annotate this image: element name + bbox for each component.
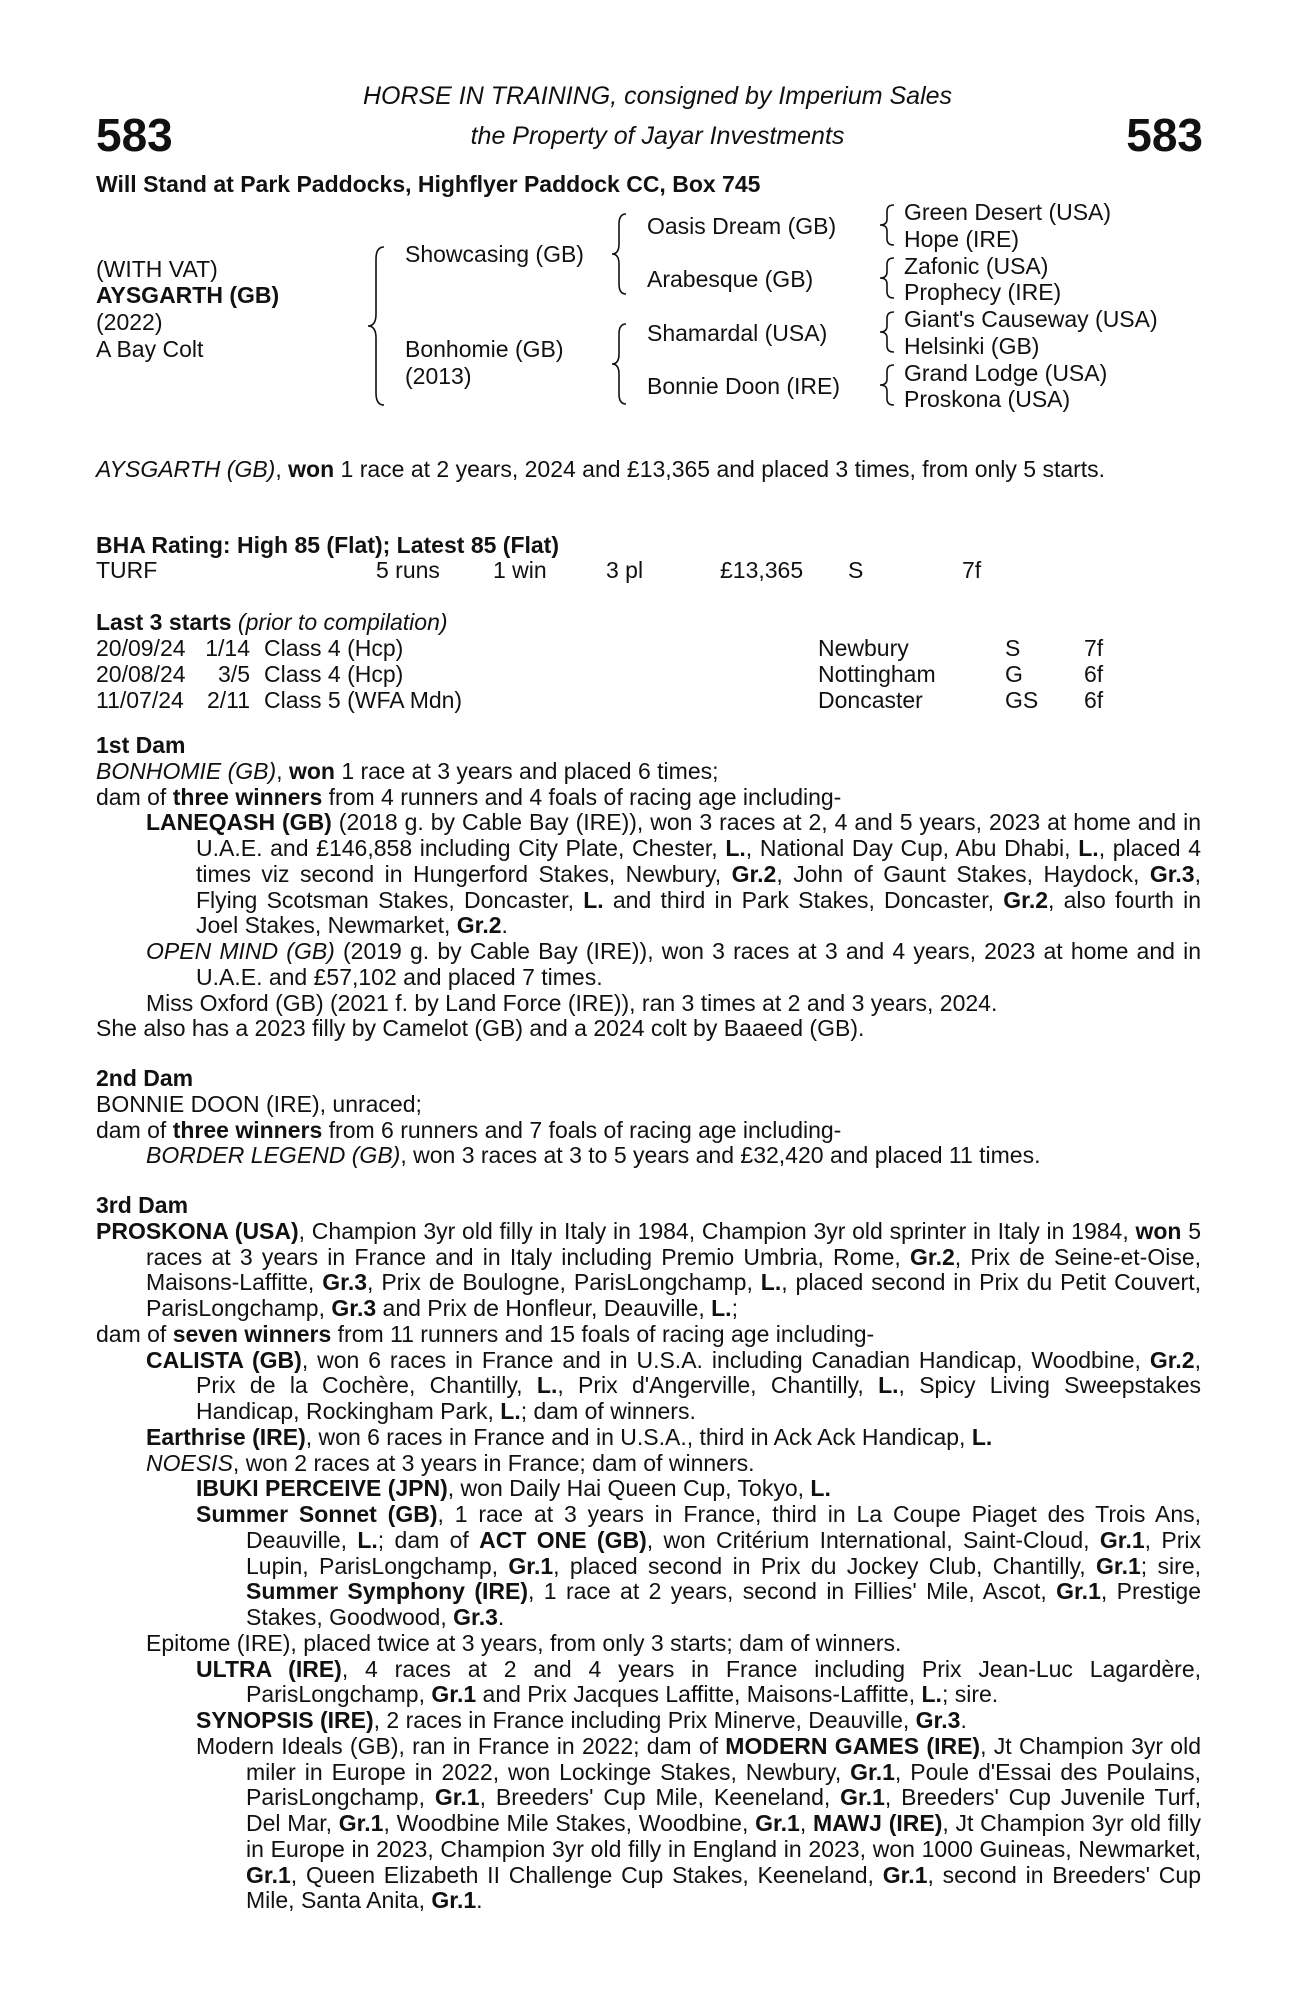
- text-segment: Gr.3: [331, 1295, 377, 1321]
- text-segment: three winners: [172, 1116, 323, 1143]
- pedigree-gen3-7: Grand Lodge (USA): [904, 360, 1108, 386]
- text-segment: Summer Sonnet (GB): [196, 1501, 438, 1527]
- progeny-synopsis: [96, 1708, 1201, 1734]
- first-dam-line2: [96, 785, 1201, 811]
- summary-text: 1 race at 2 years, 2024 and £13,365 and placed 3 times, from only 5 starts.: [334, 456, 1106, 482]
- text-segment: Gr.1: [755, 1810, 800, 1836]
- text-segment: Gr.2: [910, 1243, 955, 1270]
- text-segment: dam of: [96, 1116, 173, 1143]
- text-segment: LANEQASH (GB): [146, 809, 332, 836]
- text-segment: ,: [799, 1810, 813, 1836]
- text-segment: , won Critérium International, Saint-Cloud,: [646, 1526, 1100, 1553]
- rating-runs: 5 runs: [376, 557, 440, 583]
- summary: AYSGARTH (GB), won 1 race at 2 years, 2024 and £13,365 and placed 3 times, from only 5 starts.: [96, 456, 1106, 482]
- text-segment: , placed 4 times viz second in Hungerford Stakes, Newbury,: [196, 835, 1201, 887]
- text-segment: (2019 g. by Cable Bay (IRE)), won 3 races at 3 and 4 years, 2023 at home and in U.A.E. and £57,102 and placed 7 times.: [196, 938, 1201, 990]
- text-segment: , won Daily Hai Queen Cup, Tokyo,: [447, 1475, 811, 1502]
- text-segment: dam of: [96, 1320, 173, 1347]
- pedigree-brace-main: [366, 245, 388, 407]
- pedigree-gen3-8: Proskona (USA): [904, 386, 1071, 412]
- text-segment: Gr.1: [882, 1861, 928, 1888]
- text-segment: , Breeders' Cup Mile, Keeneland,: [479, 1784, 841, 1811]
- rating-wins: 1 win: [493, 557, 547, 583]
- text-segment: , Jt Champion 3yr old filly in Europe in 2023, Champion 3yr old filly in England in 2023, won 1000 Guineas, Newmarket,: [246, 1810, 1201, 1862]
- text-segment: , placed second in Prix du Jockey Club, Chantilly,: [553, 1552, 1097, 1579]
- text-segment: Gr.2: [731, 860, 777, 887]
- start-race: Class 5 (WFA Mdn): [264, 687, 463, 713]
- progeny-epitome: Epitome (IRE), placed twice at 3 years, from only 3 starts; dam of winners.: [146, 1629, 902, 1656]
- progeny-summer-sonnet: [96, 1502, 1201, 1631]
- last-starts-table: [96, 636, 1146, 716]
- text-segment: Gr.1: [1099, 1526, 1145, 1553]
- text-segment: , National Day Cup, Abu Dhabi,: [745, 835, 1079, 861]
- progeny-open-mind: [96, 939, 1201, 991]
- text-segment: three winners: [172, 783, 323, 810]
- text-segment: , Prix de la Cochère, Chantilly,: [196, 1346, 1201, 1399]
- progeny-laneqash: [96, 810, 1201, 939]
- text-segment: ;: [731, 1295, 738, 1321]
- pedigree-gen3-5: Giant's Causeway (USA): [904, 306, 1158, 332]
- text-segment: from 11 runners and 15 foals of racing age including-: [331, 1320, 875, 1347]
- text-segment: 5 races at 3 years in France and in Italy including Premio Umbria, Rome,: [146, 1217, 1201, 1270]
- text-segment: Gr.1: [431, 1681, 477, 1708]
- progeny-modern-ideals: [96, 1734, 1201, 1914]
- second-dam-line2: [96, 1118, 1201, 1144]
- last-starts-title: Last 3 starts: [96, 609, 232, 635]
- text-segment: Gr.2: [1149, 1346, 1195, 1373]
- progeny-ibuki-perceive: [96, 1476, 1201, 1502]
- start-date: 20/08/24: [96, 661, 186, 687]
- text-segment: and third in Park Stakes, Doncaster,: [603, 886, 1004, 913]
- text-segment: BORDER LEGEND (GB): [146, 1142, 401, 1169]
- text-segment: 1 race at 3 years and placed 6 times;: [334, 757, 719, 784]
- first-dam-heading: 1st Dam: [96, 732, 186, 758]
- text-segment: , also fourth in Joel Stakes, Newmarket,: [196, 886, 1202, 939]
- second-dam-heading: 2nd Dam: [96, 1065, 194, 1091]
- third-dam-proskona: [96, 1219, 1201, 1322]
- progeny-border-legend: [96, 1143, 1201, 1169]
- pedigree-brace-dam: [610, 322, 630, 406]
- rating-going: S: [848, 557, 864, 583]
- text-segment: .: [476, 1887, 483, 1914]
- text-segment: ULTRA (IRE): [196, 1655, 342, 1682]
- text-segment: SYNOPSIS (IRE): [196, 1707, 374, 1733]
- text-segment: , Prix de Seine-et-Oise, Maisons-Laffitte,: [146, 1243, 1201, 1296]
- pedigree-sire-dam: Arabesque (GB): [647, 266, 814, 292]
- horse-description: A Bay Colt: [96, 336, 204, 362]
- start-course: Doncaster: [818, 687, 923, 713]
- pedigree-dam-dam: Bonnie Doon (IRE): [647, 373, 841, 399]
- start-pos: 2/11: [206, 687, 250, 713]
- text-segment: Gr.2: [456, 912, 502, 939]
- text-segment: Gr.1: [1096, 1552, 1141, 1579]
- text-segment: , Jt Champion 3yr old miler in Europe in 2022, won Lockinge Stakes, Newbury,: [246, 1732, 1202, 1785]
- summary-won: won: [288, 456, 335, 482]
- pedigree-brace-sire: [610, 212, 630, 296]
- pedigree-dam-year: (2013): [405, 363, 472, 389]
- start-dist: 6f: [1084, 661, 1104, 687]
- text-segment: NOESIS: [146, 1449, 233, 1476]
- text-segment: , 2 races in France including Prix Minerve, Deauville,: [373, 1707, 916, 1733]
- text-segment: L.: [760, 1269, 782, 1296]
- text-segment: CALISTA (GB): [146, 1346, 302, 1373]
- text-segment: ACT ONE (GB): [479, 1526, 647, 1553]
- text-segment: L.: [725, 835, 746, 861]
- text-segment: Gr.1: [246, 1861, 291, 1888]
- text-segment: ; sire,: [1140, 1552, 1202, 1579]
- progeny-miss-oxford: Miss Oxford (GB) (2021 f. by Land Force (IRE)), ran 3 times at 2 and 3 years, 2024.: [146, 989, 998, 1016]
- text-segment: Gr.1: [434, 1784, 480, 1811]
- dam-sections: [96, 733, 1201, 1914]
- text-segment: Gr.2: [1003, 886, 1049, 913]
- rating-earnings: £13,365: [720, 557, 804, 583]
- start-race: Class 4 (Hcp): [264, 635, 404, 661]
- text-segment: MAWJ (IRE): [812, 1810, 943, 1836]
- pedigree-gen3-1: Green Desert (USA): [904, 199, 1112, 225]
- text-segment: , 1 race at 2 years, second in Fillies' Mile, Ascot,: [528, 1578, 1057, 1605]
- vat-note: (WITH VAT): [96, 256, 218, 282]
- text-segment: Summer Symphony (IRE): [246, 1578, 529, 1605]
- text-segment: Gr.3: [322, 1269, 368, 1296]
- lot-number-right: 583: [1126, 109, 1203, 161]
- text-segment: Gr.1: [508, 1552, 554, 1579]
- text-segment: L.: [357, 1526, 378, 1553]
- text-segment: , John of Gaunt Stakes, Haydock,: [776, 860, 1150, 887]
- text-segment: BONHOMIE (GB): [96, 757, 277, 784]
- start-dist: 7f: [1084, 635, 1104, 661]
- start-date: 11/07/24: [96, 687, 184, 713]
- text-segment: , Queen Elizabeth II Challenge Cup Stakes, Keeneland,: [290, 1861, 883, 1888]
- text-segment: , Champion 3yr old filly in Italy in 1984, Champion 3yr old sprinter in Italy in 1984,: [298, 1217, 1136, 1244]
- text-segment: L.: [810, 1475, 831, 1502]
- text-segment: IBUKI PERCEIVE (JPN): [196, 1475, 448, 1502]
- second-dam-line1: BONNIE DOON (IRE), unraced;: [96, 1090, 422, 1117]
- text-segment: ; dam of winners.: [520, 1398, 696, 1424]
- text-segment: from 4 runners and 4 foals of racing age including-: [322, 783, 842, 810]
- text-segment: , Woodbine Mile Stakes, Woodbine,: [383, 1810, 756, 1836]
- text-segment: Gr.3: [453, 1604, 498, 1630]
- text-segment: .: [501, 912, 508, 939]
- text-segment: from 6 runners and 7 foals of racing age including-: [322, 1116, 842, 1143]
- start-pos: 3/5: [218, 661, 250, 687]
- pedigree-dam: Bonhomie (GB): [405, 336, 564, 362]
- text-segment: OPEN MIND (GB): [146, 938, 335, 964]
- text-segment: Gr.1: [431, 1887, 477, 1914]
- rating-placed: 3 pl: [606, 557, 644, 583]
- pedigree-gen3-2: Hope (IRE): [904, 226, 1020, 252]
- pedigree-gen3-4: Prophecy (IRE): [904, 279, 1062, 305]
- text-segment: L.: [1078, 835, 1099, 861]
- text-segment: , Prix Lupin, ParisLongchamp,: [246, 1526, 1201, 1579]
- text-segment: Gr.1: [850, 1758, 895, 1785]
- text-segment: won: [1135, 1217, 1182, 1244]
- start-course: Newbury: [818, 635, 909, 661]
- horse-year: (2022): [96, 309, 163, 335]
- third-dam-line2: [96, 1322, 1201, 1348]
- pedigree-brace-dd: [878, 363, 898, 407]
- first-dam-line1: [96, 759, 1201, 785]
- text-segment: , 1 race at 3 years in France, third in La Coupe Piaget des Trois Ans, Deauville,: [246, 1501, 1202, 1553]
- text-segment: L.: [921, 1681, 942, 1708]
- text-segment: L.: [500, 1398, 521, 1424]
- rating-surface: TURF: [96, 557, 158, 583]
- start-course: Nottingham: [818, 661, 936, 687]
- text-segment: , placed second in Prix du Petit Couvert, ParisLongchamp,: [146, 1269, 1201, 1321]
- pedigree-brace-ds: [878, 310, 898, 354]
- start-dist: 6f: [1084, 687, 1104, 713]
- text-segment: L.: [971, 1423, 993, 1450]
- text-segment: (2018 g. by Cable Bay (IRE)), won 3 races at 2, 4 and 5 years, 2023 at home and in U.A.E. and £146,858 including City Plate, Chester,: [196, 809, 1201, 861]
- start-pos: 1/14: [205, 635, 250, 661]
- text-segment: , Breeders' Cup Juvenile Turf, Del Mar,: [246, 1784, 1201, 1836]
- pedigree-sire-sire: Oasis Dream (GB): [647, 213, 837, 239]
- text-segment: .: [497, 1604, 505, 1630]
- summary-horse-name: AYSGARTH (GB): [96, 456, 276, 482]
- last-starts-heading: [96, 610, 448, 636]
- text-segment: Gr.3: [915, 1707, 961, 1733]
- text-segment: , won 3 races at 3 to 5 years and £32,420 and placed 11 times.: [400, 1142, 1041, 1169]
- pedigree-gen3-6: Helsinki (GB): [904, 333, 1040, 359]
- text-segment: , Prix de Boulogne, ParisLongchamp,: [367, 1269, 761, 1296]
- text-segment: , Prix d'Angerville, Chantilly,: [557, 1372, 879, 1399]
- text-segment: PROSKONA (USA): [96, 1217, 299, 1244]
- text-segment: , 4 races at 2 and 4 years in France including Prix Jean-Luc Lagardère, ParisLongchamp,: [246, 1655, 1201, 1708]
- header-property: the Property of Jayar Investments: [470, 122, 845, 150]
- start-going: GS: [1005, 687, 1039, 713]
- start-going: S: [1005, 635, 1021, 661]
- text-segment: , Spicy Living Sweepstakes Handicap, Rockingham Park,: [196, 1372, 1201, 1424]
- text-segment: won: [288, 757, 335, 784]
- lot-number-left: 583: [96, 109, 173, 161]
- text-segment: , won 2 races at 3 years in France; dam of winners.: [232, 1449, 755, 1476]
- text-segment: , Prestige Stakes, Goodwood,: [246, 1578, 1202, 1630]
- text-segment: MODERN GAMES (IRE): [725, 1732, 981, 1759]
- text-segment: , won 6 races in France and in U.S.A., third in Ack Ack Handicap,: [305, 1423, 972, 1450]
- progeny-earthrise: [96, 1425, 1201, 1451]
- text-segment: ,: [276, 757, 289, 784]
- text-segment: , Flying Scotsman Stakes, Doncaster,: [196, 860, 1201, 913]
- text-segment: seven winners: [172, 1320, 332, 1347]
- stand-location: Will Stand at Park Paddocks, Highflyer Paddock CC, Box 745: [96, 171, 761, 197]
- rating-title: BHA Rating: High 85 (Flat); Latest 85 (Flat): [96, 532, 559, 558]
- text-segment: Gr.1: [840, 1784, 885, 1811]
- pedigree-sire: Showcasing (GB): [405, 241, 584, 267]
- text-segment: L.: [536, 1372, 558, 1399]
- text-segment: dam of: [96, 783, 173, 810]
- header-consignor: HORSE IN TRAINING, consigned by Imperium Sales: [362, 82, 953, 110]
- text-segment: and Prix Jacques Laffitte, Maisons-Laffitte,: [476, 1681, 922, 1708]
- start-date: 20/09/24: [96, 635, 186, 661]
- pedigree-brace-ss: [878, 203, 898, 247]
- horse-name: AYSGARTH (GB): [96, 282, 280, 308]
- text-segment: Gr.1: [338, 1810, 384, 1836]
- text-segment: L.: [878, 1372, 899, 1399]
- text-segment: Earthrise (IRE): [146, 1423, 306, 1450]
- rating-distance: 7f: [962, 557, 982, 583]
- text-segment: Gr.1: [1056, 1578, 1101, 1605]
- pedigree-brace-sd: [878, 256, 898, 300]
- text-segment: , Poule d'Essai des Poulains, ParisLongchamp,: [246, 1758, 1201, 1811]
- start-going: G: [1005, 661, 1023, 687]
- text-segment: , second in Breeders' Cup Mile, Santa Anita,: [246, 1861, 1201, 1914]
- text-segment: , won 6 races in France and in U.S.A. including Canadian Handicap, Woodbine,: [301, 1346, 1150, 1373]
- last-starts-note: (prior to compilation): [237, 609, 448, 635]
- text-segment: .: [960, 1707, 967, 1733]
- pedigree-dam-sire: Shamardal (USA): [647, 320, 828, 346]
- progeny-noesis: [96, 1451, 1201, 1477]
- progeny-ultra: [96, 1657, 1201, 1709]
- pedigree-gen3-3: Zafonic (USA): [904, 253, 1049, 279]
- text-segment: and Prix de Honfleur, Deauville,: [376, 1295, 712, 1321]
- progeny-calista: [96, 1348, 1201, 1425]
- text-segment: Gr.3: [1149, 860, 1195, 887]
- text-segment: ; sire.: [941, 1681, 999, 1708]
- first-dam-also: She also has a 2023 filly by Camelot (GB) and a 2024 colt by Baaeed (GB).: [96, 1015, 865, 1042]
- third-dam-heading: 3rd Dam: [96, 1192, 189, 1218]
- text-segment: Modern Ideals (GB), ran in France in 2022; dam of: [196, 1732, 726, 1759]
- text-segment: ; dam of: [377, 1526, 480, 1553]
- text-segment: L.: [583, 886, 604, 913]
- start-race: Class 4 (Hcp): [264, 661, 404, 687]
- text-segment: L.: [711, 1295, 732, 1321]
